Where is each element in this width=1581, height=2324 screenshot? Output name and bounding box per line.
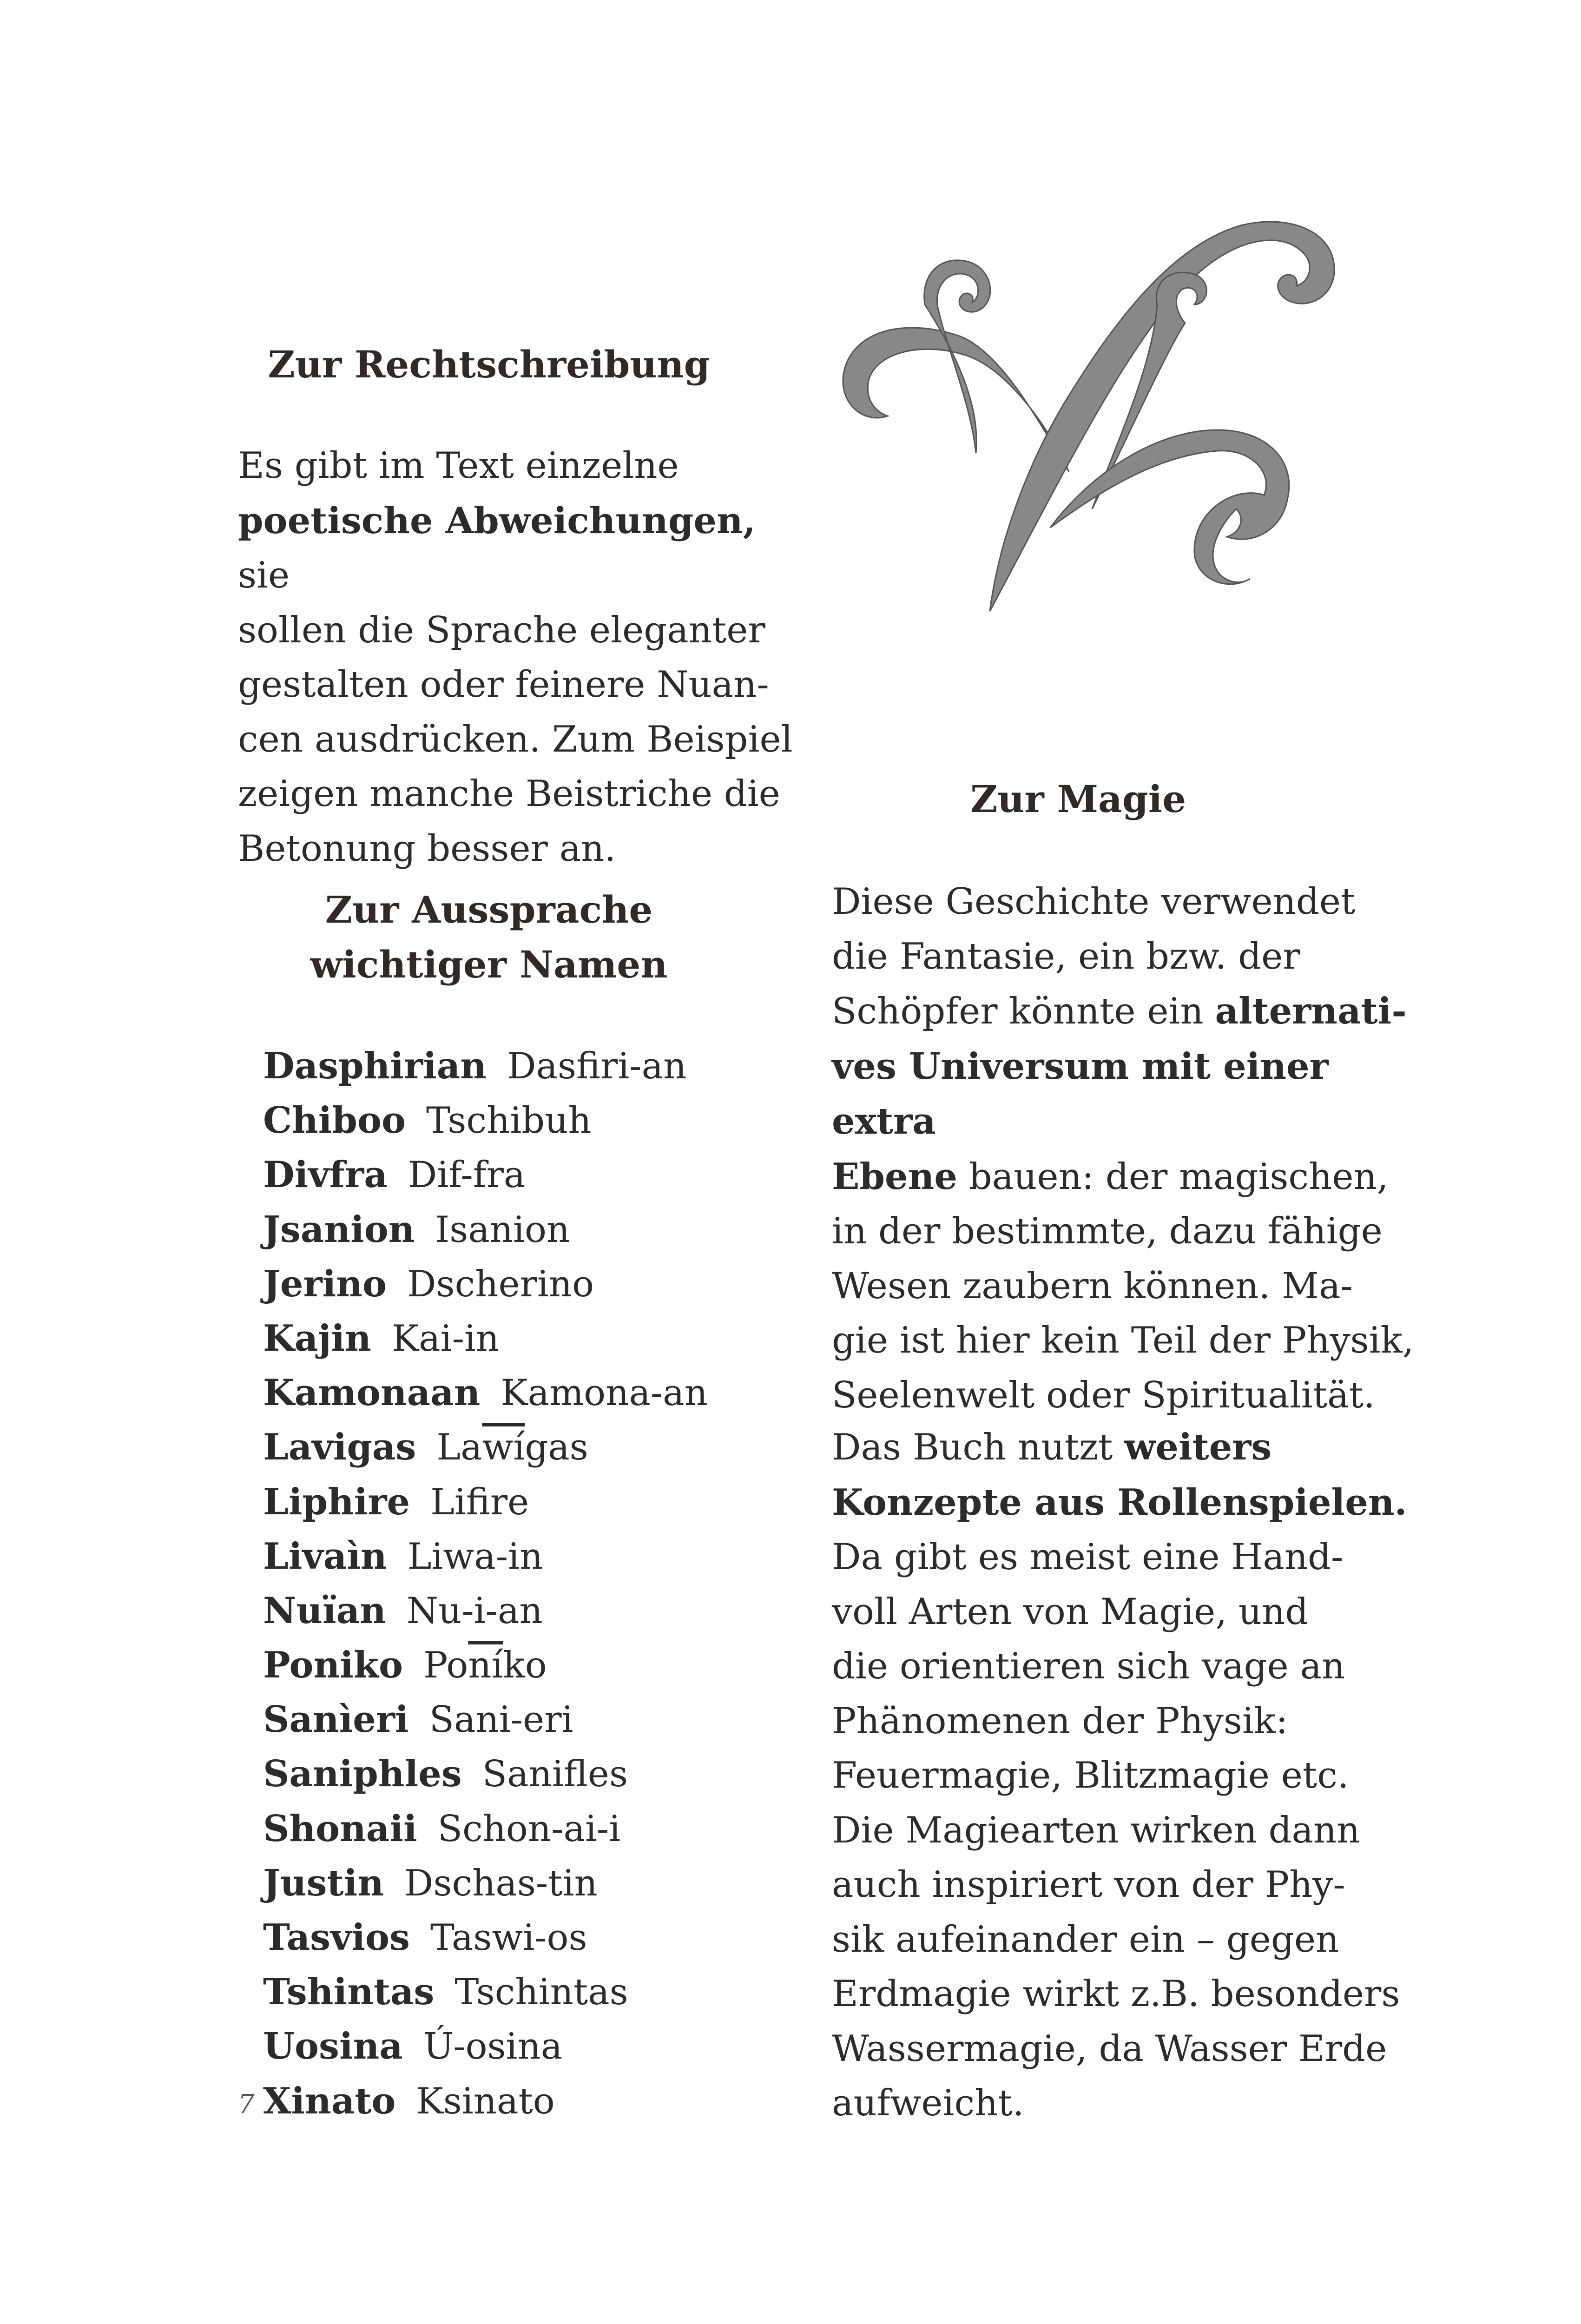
spelling-line bbox=[238, 767, 805, 822]
magic-p2-text: Das Buch nutzt bbox=[832, 1426, 1125, 1468]
magic-p2-text: sik aufeinander ein – gegen bbox=[832, 1918, 1339, 1961]
magic-p1-text: Wesen zaubern können. Ma- bbox=[832, 1265, 1353, 1307]
spelling-text: cen ausdrücken. Zum Beispiel bbox=[238, 718, 793, 760]
magic-p2-bold-text: weiters bbox=[1124, 1426, 1272, 1468]
magic-p1-line bbox=[832, 1039, 1417, 1149]
pronunciation-heading-line-2: wichtiger Namen bbox=[310, 943, 668, 986]
magic-p2-text: auch inspiriert von der Phy- bbox=[832, 1864, 1345, 1906]
name-term: Dasphirian bbox=[263, 1045, 487, 1087]
magic-p1-line bbox=[832, 1314, 1417, 1368]
name-entry bbox=[263, 1584, 708, 1638]
name-pronunciation: $La\overline{wí}gas$ bbox=[436, 1426, 588, 1469]
magic-p1-line bbox=[832, 1368, 1417, 1423]
magic-p1-text: gie ist hier kein Teil der Physik, bbox=[832, 1320, 1414, 1361]
magic-p2-line bbox=[832, 1803, 1417, 1858]
name-term: Jerino bbox=[263, 1262, 387, 1305]
magic-p2-text: Die Magiearten wirken dann bbox=[832, 1809, 1360, 1851]
spelling-text: Es gibt im Text einzelne bbox=[238, 445, 679, 487]
spelling-line bbox=[238, 603, 805, 658]
magic-p2-line bbox=[832, 1475, 1417, 1531]
name-term: Kamonaan bbox=[263, 1372, 481, 1414]
magic-p2-text: Wassermagie, da Wasser Erde bbox=[832, 2027, 1387, 2070]
name-pronunciation: Sani-eri bbox=[429, 1699, 573, 1741]
name-term: Xinato bbox=[263, 2080, 396, 2122]
name-entry bbox=[263, 1148, 708, 1202]
magic-paragraph-1 bbox=[832, 875, 1417, 1423]
magic-p2-text: die orientieren sich vage an bbox=[832, 1645, 1345, 1687]
name-pronunciation: Dscherino bbox=[407, 1263, 594, 1305]
name-term: Uosina bbox=[263, 2025, 403, 2068]
magic-p1-bold-text: alternati- bbox=[1215, 990, 1407, 1032]
name-term: Tshintas bbox=[263, 1971, 435, 2014]
magic-heading: Zur Magie bbox=[970, 777, 1186, 821]
magic-p2-line bbox=[832, 1639, 1417, 1694]
magic-paragraph-2 bbox=[832, 1420, 1417, 2131]
spelling-line bbox=[238, 658, 805, 713]
name-entry bbox=[263, 1475, 708, 1529]
magic-p2-text: aufweicht. bbox=[832, 2082, 1024, 2124]
spelling-text: Betonung besser an. bbox=[238, 827, 616, 870]
name-term: Liphire bbox=[263, 1480, 410, 1523]
spelling-text: sie bbox=[238, 555, 290, 596]
magic-p2-text: voll Arten von Magie, und bbox=[832, 1591, 1309, 1633]
name-entry bbox=[263, 1039, 708, 1093]
name-pronunciation: Nu-i-an bbox=[406, 1590, 543, 1632]
magic-p2-line bbox=[832, 2076, 1417, 2131]
name-term: Divfra bbox=[263, 1154, 388, 1196]
name-entry bbox=[263, 1910, 708, 1965]
page-number: 7 bbox=[238, 2089, 255, 2119]
name-pronunciation: Schon-ai-i bbox=[437, 1808, 621, 1850]
flourish-ornament-icon bbox=[832, 211, 1362, 630]
pronunciation-list bbox=[263, 1039, 708, 2128]
spelling-line bbox=[238, 439, 805, 494]
name-term: Livaìn bbox=[263, 1535, 387, 1578]
magic-p1-text: Seelenwelt oder Spiritualität. bbox=[832, 1374, 1375, 1416]
name-term: Lavigas bbox=[263, 1426, 416, 1469]
name-entry bbox=[263, 1257, 708, 1311]
magic-p1-line bbox=[832, 1259, 1417, 1314]
name-pronunciation: Kamona-an bbox=[501, 1372, 708, 1414]
name-pronunciation: Isanion bbox=[435, 1208, 570, 1251]
name-term: Shonaii bbox=[263, 1807, 417, 1850]
stress-mark: $\overline{wí}$ bbox=[482, 1426, 525, 1469]
magic-p2-line bbox=[832, 1420, 1417, 1475]
magic-p1-text: in der bestimmte, dazu fähige bbox=[832, 1210, 1383, 1252]
name-term: Poniko bbox=[263, 1644, 403, 1687]
pronunciation-heading bbox=[238, 882, 740, 992]
magic-p1-line bbox=[832, 1149, 1417, 1205]
magic-p1-text: Diese Geschichte verwendet bbox=[832, 881, 1356, 923]
name-entry bbox=[263, 1802, 708, 1856]
name-entry bbox=[263, 1093, 708, 1148]
name-entry bbox=[263, 1420, 708, 1474]
magic-p1-bold-text: Ebene bbox=[832, 1155, 957, 1198]
name-entry bbox=[263, 1965, 708, 2019]
name-entry bbox=[263, 1366, 708, 1420]
magic-p2-line bbox=[832, 2022, 1417, 2077]
magic-p2-line bbox=[832, 1858, 1417, 1913]
name-entry bbox=[263, 1856, 708, 1910]
magic-p2-text: Feuermagie, Blitzmagie etc. bbox=[832, 1755, 1349, 1796]
name-pronunciation: $Po\overline{ní}ko$ bbox=[423, 1644, 547, 1687]
magic-p2-text: Phänomenen der Physik: bbox=[832, 1700, 1288, 1742]
magic-p2-line bbox=[832, 1530, 1417, 1585]
name-entry bbox=[263, 1202, 708, 1257]
spelling-bold-text: poetische Abweichungen, bbox=[238, 499, 756, 542]
spelling-line bbox=[238, 822, 805, 877]
magic-p1-line bbox=[832, 1204, 1417, 1259]
name-pronunciation: Liwa-in bbox=[407, 1535, 543, 1578]
name-pronunciation: Dif-fra bbox=[408, 1154, 526, 1196]
name-pronunciation: Kai-in bbox=[391, 1317, 500, 1360]
name-term: Tasvios bbox=[263, 1916, 410, 1959]
magic-p2-line bbox=[832, 1967, 1417, 2022]
magic-p2-line bbox=[832, 1913, 1417, 1967]
name-entry bbox=[263, 1311, 708, 1366]
spelling-line bbox=[238, 713, 805, 767]
name-term: Saniphles bbox=[263, 1753, 462, 1796]
name-pronunciation: Tschibuh bbox=[426, 1100, 592, 1142]
magic-p1-line bbox=[832, 930, 1417, 984]
magic-p1-line bbox=[832, 875, 1417, 930]
name-pronunciation: Taswi-os bbox=[430, 1917, 587, 1959]
magic-p1-line bbox=[832, 984, 1417, 1039]
name-term: Chiboo bbox=[263, 1099, 406, 1142]
name-term: Nuïan bbox=[263, 1589, 386, 1632]
name-pronunciation: Ksinato bbox=[416, 2080, 555, 2122]
name-entry bbox=[263, 1529, 708, 1584]
name-entry bbox=[263, 2074, 708, 2128]
spelling-text: zeigen manche Beistriche die bbox=[238, 773, 780, 815]
stress-mark: $\overline{ní}$ bbox=[468, 1644, 503, 1687]
name-term: Sanìeri bbox=[263, 1698, 409, 1741]
magic-p1-bold-text: ves Universum mit einer extra bbox=[832, 1045, 1329, 1142]
name-entry bbox=[263, 1692, 708, 1747]
spelling-heading: Zur Rechtschreibung bbox=[268, 343, 710, 386]
name-pronunciation: Tschintas bbox=[455, 1971, 628, 2014]
name-pronunciation: Dschas-tin bbox=[404, 1862, 598, 1904]
magic-p2-text: Erdmagie wirkt z.B. besonders bbox=[832, 1973, 1400, 2015]
spelling-text: gestalten oder feinere Nuan- bbox=[238, 664, 769, 706]
magic-p2-bold-text: Konzepte aus Rollenspielen. bbox=[832, 1481, 1407, 1524]
magic-p2-text: Da gibt es meist eine Hand- bbox=[832, 1536, 1344, 1578]
name-pronunciation: Lifire bbox=[430, 1481, 529, 1523]
name-entry bbox=[263, 1747, 708, 1801]
pronunciation-heading-line-1: Zur Aussprache bbox=[325, 888, 653, 931]
name-term: Jsanion bbox=[263, 1208, 415, 1251]
name-entry bbox=[263, 2019, 708, 2073]
magic-p1-text: die Fantasie, ein bzw. der bbox=[832, 935, 1300, 977]
name-pronunciation: Sanifles bbox=[482, 1753, 628, 1796]
magic-p1-text: Schöpfer könnte ein bbox=[832, 990, 1215, 1032]
name-term: Justin bbox=[263, 1862, 384, 1904]
spelling-line bbox=[238, 494, 805, 603]
magic-p2-line bbox=[832, 1694, 1417, 1749]
name-pronunciation: Dasfiri-an bbox=[507, 1045, 687, 1087]
name-term: Kajin bbox=[263, 1317, 371, 1360]
spelling-paragraph bbox=[238, 439, 805, 876]
spelling-text: sollen die Sprache eleganter bbox=[238, 609, 765, 651]
name-entry bbox=[263, 1638, 708, 1692]
magic-p2-line bbox=[832, 1749, 1417, 1803]
name-pronunciation: Ú-osina bbox=[423, 2026, 563, 2068]
magic-p1-text: bauen: der magischen, bbox=[957, 1155, 1389, 1198]
magic-p2-line bbox=[832, 1585, 1417, 1640]
